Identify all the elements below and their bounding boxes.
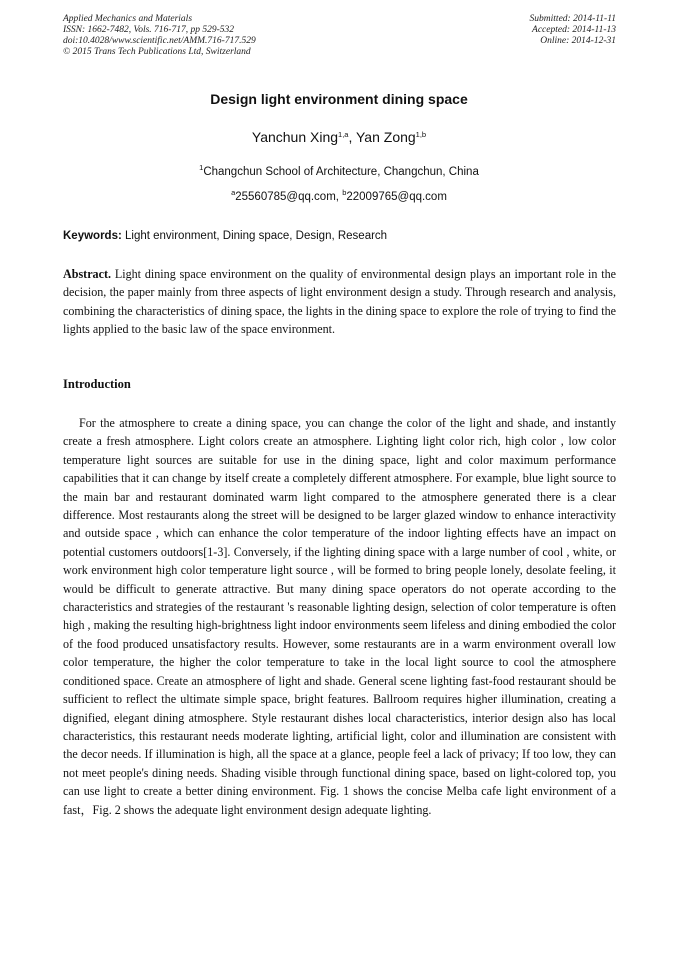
author-name: Yanchun Xing (251, 129, 339, 145)
affiliation-superscript: 1 (199, 163, 204, 172)
abstract-label: Abstract. (63, 267, 112, 281)
doi-line: doi:10.4028/www.scientific.net/AMM.716-717.529 (63, 36, 256, 46)
keywords-line (63, 230, 616, 242)
copyright-line: © 2015 Trans Tech Publications Ltd, Switzerland (63, 47, 251, 57)
affiliation-text: Changchun School of Architecture, Changchun, China (203, 166, 479, 178)
abstract-text: Light dining space environment on the quality of environmental design plays an important role in the decision, the paper mainly from three aspects of light environment design a study. Through research and analysis, combining the characteristics of dining space, the lights in the dining space to explore the role of trying to find the lights applied to the basic law of the space environment. (63, 267, 616, 337)
author-emails (0, 188, 678, 203)
author-name: Yan Zong (356, 129, 416, 145)
journal-name: Applied Mechanics and Materials (63, 14, 193, 24)
submission-dates (530, 14, 616, 47)
email-superscript: b (342, 188, 347, 197)
accepted-date: Accepted: 2014-11-13 (532, 25, 616, 35)
email-superscript: a (231, 188, 236, 197)
affiliation (0, 163, 678, 178)
author-superscript: 1,b (415, 130, 427, 139)
journal-info (63, 14, 256, 58)
email-separator: , (335, 191, 343, 203)
online-date: Online: 2014-12-31 (540, 36, 616, 46)
section-heading-introduction: Introduction (63, 377, 131, 391)
introduction-paragraph: For the atmosphere to create a dining space, you can change the color of the light and shade, and instantly create a fresh atmosphere. Light colors create an atmosphere. Lighting light color rich, high color , low color temperature light sources are suitable for use in the dining space, light and color maximum performance capabilities that it can change by itself create a completely different atmosphere. For example, blue light source to the main bar and restaurant dominated warm light compared to the atmosphere generated there is a clear difference. Most restaurants along the street will be designed to be larger glazed window to enhance interactivity and outside space , which can enhance the color temperature of the indoor lighting effects have an impact on potential customers outdoors[1-3]. Conversely, if the lighting dining space with a large number of cool , white, or work environment high color temperature light source , will be formed to bring people lonely, desolate feeling, it would be difficult to generate attractive. But many dining space operators do not operate according to the characteristics and strategies of the restaurant 's reasonable lighting design, selection of color temperature is often high , making the resulting high-brightness light indoor environments seem lifeless and dining embodied the color of the food produced unsatisfactory results. However, some restaurants are in a warm environment overall low color temperature, the higher the color temperature to take in the local light source to cool the atmosphere conditioned space. Create an atmosphere of light and shade. General scene lighting fast-food restaurant should be sufficient to reflect the ultimate simple space, bright features. Ballroom requires higher illumination, creating a dignified, elegant dining atmosphere. Style restaurant dishes local characteristics, interior design also has local characteristics, this restaurant needs moderate lighting, artificial light, color and illumination are consistent with the decor needs. If illumination is high, all the space at a glance, people feel a lack of privacy; If too low, they can not meet people's dining needs. Shading visible through functional dining space, based on light-colored top, you can use light to create a better dining environment. Fig. 1 shows the concise Melba cafe light environment of a fast，Fig. 2 shows the adequate light environment design adequate lighting. (63, 416, 616, 817)
issn-line: ISSN: 1662-7482, Vols. 716-717, pp 529-532 (63, 25, 234, 35)
author-superscript: 1,a (338, 130, 349, 139)
keywords-label: Keywords: (63, 230, 122, 242)
abstract (63, 265, 616, 339)
keywords-text: Light environment, Dining space, Design, Research (121, 230, 388, 242)
paper-title: Design light environment dining space (210, 91, 468, 107)
email-address: 25560785@qq.com (235, 191, 336, 203)
email-address: 22009765@qq.com (346, 191, 447, 203)
submitted-date: Submitted: 2014-11-11 (529, 14, 616, 24)
author-separator: , (348, 129, 356, 145)
author-list (0, 129, 678, 145)
